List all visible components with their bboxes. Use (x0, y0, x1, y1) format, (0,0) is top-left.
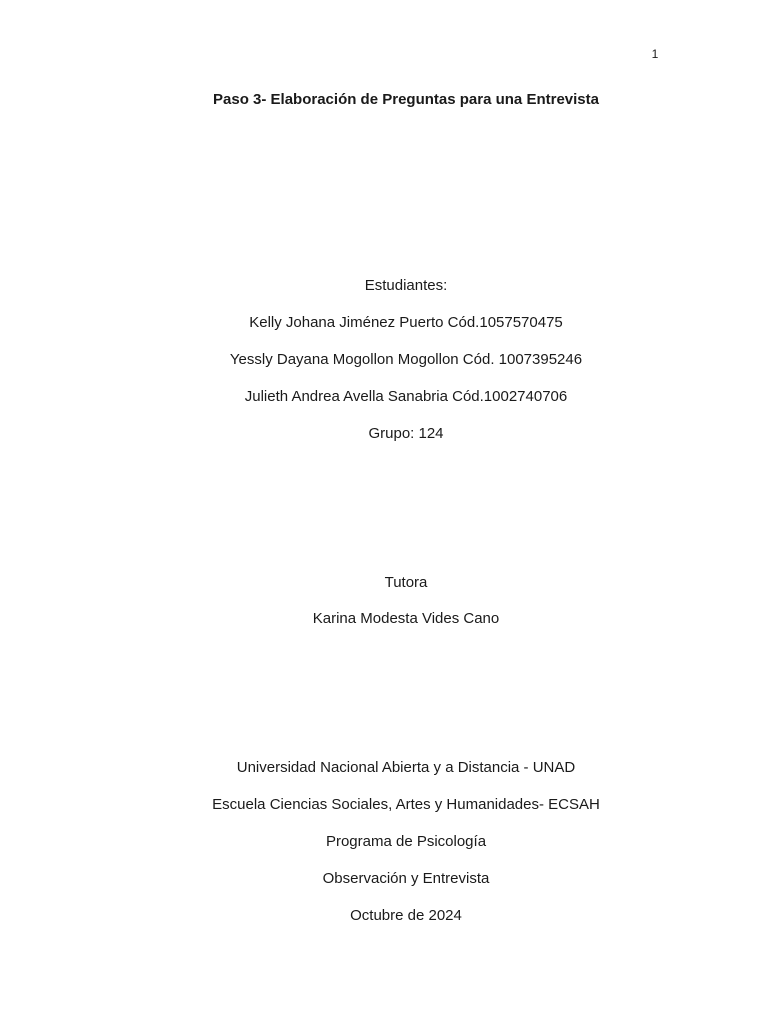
page-number: 1 (651, 47, 659, 61)
students-heading: Estudiantes: (364, 277, 448, 294)
student-name: Kelly Johana Jiménez Puerto Cód.1057570475 (249, 314, 563, 331)
course-name: Observación y Entrevista (322, 870, 490, 887)
program-name: Programa de Psicología (325, 833, 487, 850)
school-name: Escuela Ciencias Sociales, Artes y Humanidades- ECSAH (212, 796, 600, 813)
group-label: Grupo: 124 (368, 425, 444, 442)
document-date: Octubre de 2024 (350, 907, 462, 924)
tutor-heading: Tutora (384, 574, 428, 591)
university-name: Universidad Nacional Abierta y a Distancia - UNAD (236, 759, 576, 776)
document-title: Paso 3- Elaboración de Preguntas para una Entrevista (213, 91, 599, 108)
tutor-name: Karina Modesta Vides Cano (312, 610, 500, 627)
student-name: Julieth Andrea Avella Sanabria Cód.1002740706 (244, 388, 568, 405)
student-name: Yessly Dayana Mogollon Mogollon Cód. 1007395246 (229, 351, 583, 368)
